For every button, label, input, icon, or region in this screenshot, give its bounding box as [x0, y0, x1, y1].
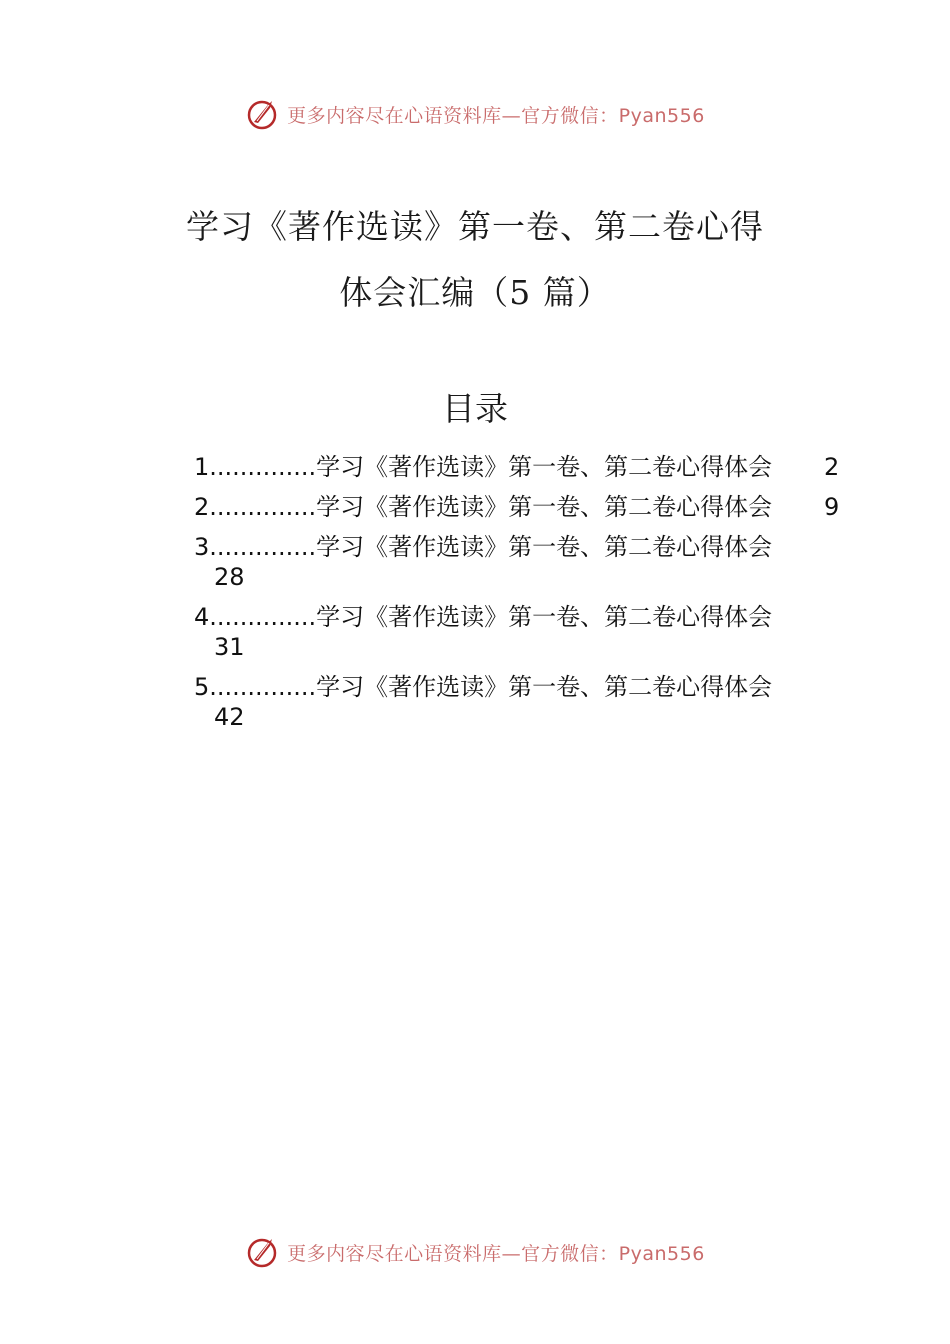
- toc-entry-dots: ..............: [209, 673, 317, 701]
- toc-entry-page: 9: [824, 493, 840, 521]
- toc-entry-number: 4: [194, 603, 210, 631]
- quill-logo-icon: [245, 96, 281, 132]
- footer-banner-cn: 更多内容尽在心语资料库—官方微信：: [287, 1242, 619, 1265]
- document-title-line2: 体会汇编（5 篇）: [339, 273, 611, 312]
- toc-entry-number: 3: [194, 533, 210, 561]
- toc-entry-number: 1: [194, 453, 210, 481]
- toc-entry-dots: ..............: [209, 493, 317, 521]
- toc-entry-page: 2: [824, 453, 840, 481]
- toc-entry-title: 学习《著作选读》第一卷、第二卷心得体会: [316, 673, 773, 701]
- toc-entry-title: 学习《著作选读》第一卷、第二卷心得体会: [316, 453, 773, 481]
- toc-entry-dots: ..............: [209, 533, 317, 561]
- header-banner-text: [287, 101, 705, 128]
- header-banner: [0, 94, 950, 134]
- header-banner-wechat-id: Pyan556: [618, 104, 705, 127]
- footer-banner-text: [287, 1239, 705, 1266]
- toc-entry-2[interactable]: [194, 492, 854, 522]
- toc-entry-1[interactable]: [194, 452, 854, 482]
- toc-entry-page: 31: [214, 633, 245, 661]
- toc-entry-page: 28: [214, 563, 245, 591]
- toc-entry-title: 学习《著作选读》第一卷、第二卷心得体会: [316, 533, 773, 561]
- toc-entry-title: 学习《著作选读》第一卷、第二卷心得体会: [316, 603, 773, 631]
- toc-entry-3[interactable]: [194, 532, 854, 592]
- document-title-line1: 学习《著作选读》第一卷、第二卷心得: [186, 207, 764, 246]
- table-of-contents: [194, 452, 854, 742]
- footer-banner-wechat-id: Pyan556: [618, 1242, 705, 1265]
- quill-logo-icon: [245, 1234, 281, 1270]
- toc-entry-4[interactable]: [194, 602, 854, 662]
- toc-entry-5[interactable]: [194, 672, 854, 732]
- toc-entry-number: 2: [194, 493, 210, 521]
- footer-banner: [0, 1232, 950, 1272]
- toc-entry-number: 5: [194, 673, 210, 701]
- toc-entry-title: 学习《著作选读》第一卷、第二卷心得体会: [316, 493, 773, 521]
- header-banner-cn: 更多内容尽在心语资料库—官方微信：: [287, 104, 619, 127]
- toc-heading: 目录: [442, 389, 508, 428]
- toc-entry-dots: ..............: [209, 453, 317, 481]
- toc-entry-page: 42: [214, 703, 245, 731]
- toc-entry-dots: ..............: [209, 603, 317, 631]
